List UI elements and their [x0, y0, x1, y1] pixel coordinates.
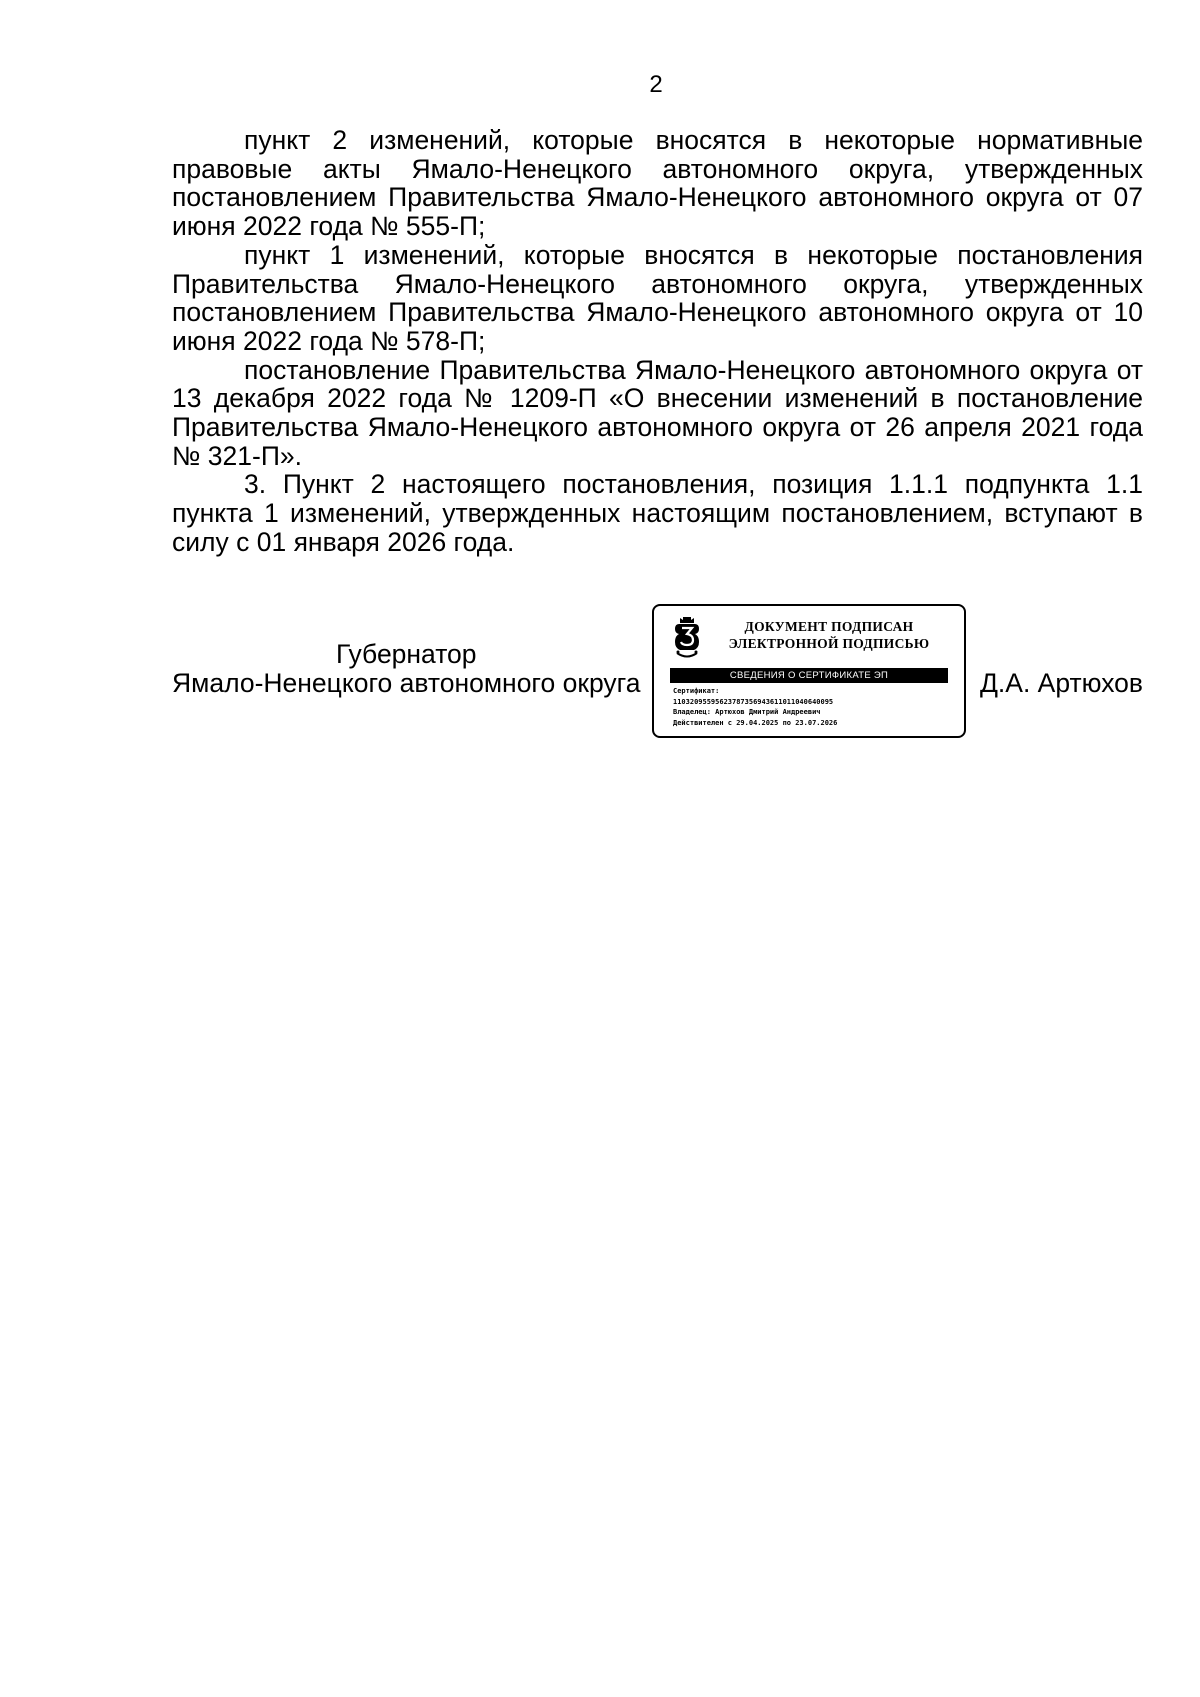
paragraph: постановление Правительства Ямало-Ненецкого автономного округа от 13 декабря 2022 года № 1209-П «О внесении изменений в постановление Правительства Ямало-Ненецкого автономного округа от 26 апреля 2021 года № 321-П».: [172, 354, 1143, 471]
signer-position-line2: Ямало-Ненецкого автономного округа: [172, 668, 641, 698]
coat-of-arms-icon: [674, 616, 700, 660]
stamp-title-line1: ДОКУМЕНТ ПОДПИСАН: [744, 619, 914, 634]
signer-name: Д.А. Артюхов: [979, 668, 1143, 698]
certificate-label: Сертификат:: [673, 687, 720, 695]
document-body: [172, 126, 1143, 557]
page-number: 2: [649, 71, 663, 98]
signer-position: [172, 640, 640, 698]
stamp-title: [704, 618, 954, 652]
signer-position-line1: Губернатор: [335, 639, 477, 669]
certificate-number: 11032095595623787356943611011040640095: [673, 697, 834, 706]
electronic-signature-stamp: [652, 604, 966, 738]
stamp-title-line2: ЭЛЕКТРОННОЙ ПОДПИСЬЮ: [728, 636, 930, 651]
paragraph: 3. Пункт 2 настоящего постановления, позиция 1.1.1 подпункта 1.1 пункта 1 изменений, утвержденных настоящим постановлением, вступают в силу с 01 января 2026 года.: [172, 469, 1143, 557]
certificate-owner: Владелец: Артюхов Дмитрий Андреевич: [673, 708, 821, 716]
signature-block: [172, 604, 1143, 744]
certificate-validity: Действителен с 29.04.2025 по 23.07.2026: [673, 718, 838, 727]
paragraph: пункт 1 изменений, которые вносятся в некоторые постановления Правительства Ямало-Ненецкого автономного округа, утвержденных постановлением Правительства Ямало-Ненецкого автономного округа от 10 июня 2022 года № 578-П;: [172, 239, 1143, 356]
paragraph: пункт 2 изменений, которые вносятся в некоторые нормативные правовые акты Ямало-Ненецкого автономного округа, утвержденных постановлением Правительства Ямало-Ненецкого автономного округа от 07 июня 2022 года № 555-П;: [172, 125, 1143, 242]
certificate-info-bar: СВЕДЕНИЯ О СЕРТИФИКАТЕ ЭП: [670, 668, 948, 683]
certificate-info: [673, 686, 957, 728]
